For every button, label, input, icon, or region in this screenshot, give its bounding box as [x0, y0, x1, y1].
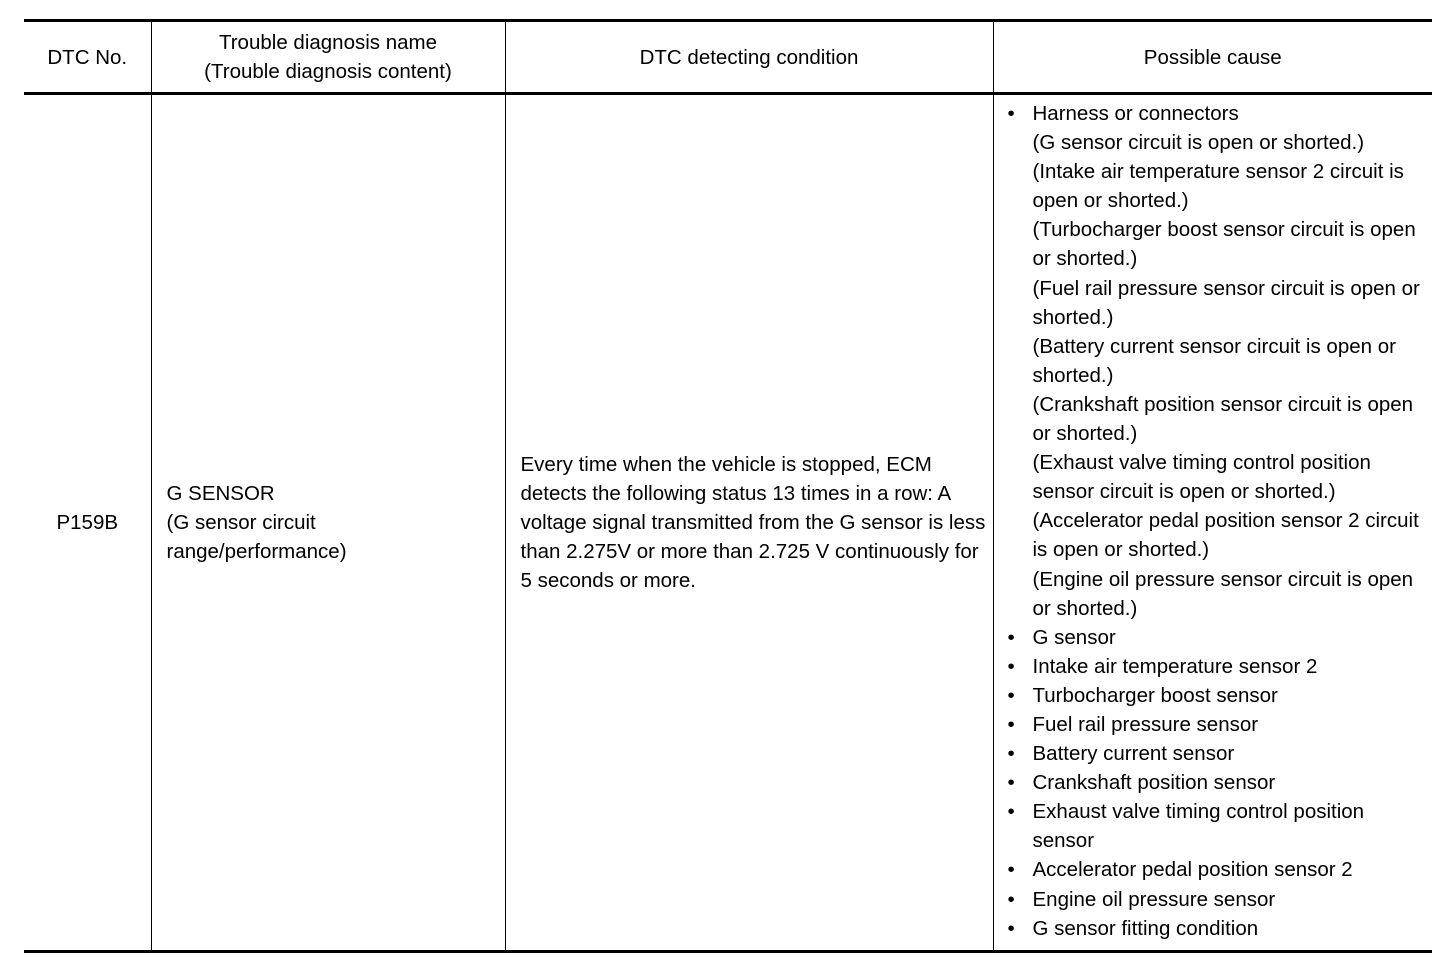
cause-item-text: G sensor fitting condition: [1032, 916, 1259, 940]
harness-detail: (Turbocharger boost sensor circuit is open or shorted.): [1032, 218, 1416, 271]
cause-item-text: Accelerator pedal position sensor 2: [1032, 858, 1353, 882]
list-item: [1004, 914, 1429, 943]
header-dtc-no: DTC No.: [47, 45, 128, 69]
bullet-icon: •: [1007, 102, 1015, 125]
list-item: [1004, 681, 1429, 710]
dtc-code: P159B: [56, 510, 119, 534]
harness-detail: (G sensor circuit is open or shorted.): [1032, 131, 1365, 155]
bullet-icon: •: [1007, 712, 1015, 736]
dtc-table: [24, 19, 1432, 953]
bullet-icon: •: [1007, 742, 1015, 766]
table-header-row: [24, 21, 1432, 94]
header-name-line1: Trouble diagnosis name: [218, 31, 438, 54]
header-name-line2: (Trouble diagnosis content): [204, 60, 452, 83]
harness-detail: (Intake air temperature sensor 2 circuit is open or shorted.): [1032, 160, 1404, 213]
cause-item-text: Crankshaft position sensor: [1032, 771, 1276, 795]
table-row: [24, 94, 1432, 952]
cause-list: [1004, 99, 1429, 943]
cause-item-text: Turbocharger boost sensor: [1032, 683, 1278, 707]
bullet-icon: •: [1007, 858, 1015, 882]
cause-item-text: G sensor: [1032, 625, 1116, 649]
header-possible-cause: Possible cause: [993, 21, 1432, 94]
list-item: [1004, 623, 1429, 652]
diagnosis-title: G SENSOR: [166, 481, 275, 505]
cause-item-text: Fuel rail pressure sensor: [1032, 712, 1259, 736]
cause-item-text: Exhaust valve timing control position sensor: [1032, 800, 1365, 853]
bullet-icon: •: [1007, 654, 1015, 678]
list-item: [1004, 710, 1429, 739]
detecting-condition: Every time when the vehicle is stopped, ECM detects the following status 13 times in a row: A voltage signal transmitted from the G sensor is less than 2.275V or more than 2.725 V continuously for 5 seconds or more.: [505, 94, 993, 952]
harness-detail: (Fuel rail pressure sensor circuit is open or shorted.): [1032, 276, 1420, 329]
harness-detail: (Crankshaft position sensor circuit is open or shorted.): [1032, 392, 1414, 446]
list-item: [1004, 768, 1429, 797]
cause-item-text: Battery current sensor: [1032, 742, 1235, 766]
bullet-icon: •: [1007, 887, 1015, 911]
bullet-icon: •: [1007, 625, 1015, 649]
harness-detail: (Engine oil pressure sensor circuit is open or shorted.): [1032, 567, 1414, 620]
harness-detail: (Accelerator pedal position sensor 2 circuit is open or shorted.): [1032, 509, 1419, 562]
cause-item-text: Intake air temperature sensor 2: [1032, 654, 1318, 678]
bullet-icon: •: [1007, 683, 1015, 707]
cause-item-text: Engine oil pressure sensor: [1032, 887, 1276, 911]
bullet-icon: •: [1007, 771, 1015, 795]
diagnosis-content: (G sensor circuit range/performance): [166, 510, 347, 564]
bullet-icon: •: [1007, 916, 1015, 940]
harness-detail: (Battery current sensor circuit is open or shorted.): [1032, 334, 1396, 387]
possible-cause: [993, 94, 1432, 952]
list-item: [1004, 885, 1429, 914]
list-item: [1004, 739, 1429, 768]
trouble-diagnosis-name: [151, 94, 505, 952]
header-detecting-condition: DTC detecting condition: [505, 21, 993, 94]
list-item: [1004, 797, 1429, 855]
cause-harness-label: Harness or connectors: [1032, 102, 1239, 125]
list-item: [1004, 652, 1429, 681]
bullet-icon: •: [1007, 800, 1015, 824]
harness-detail: (Exhaust valve timing control position sensor circuit is open or shorted.): [1032, 451, 1371, 504]
header-trouble-diagnosis-name: [151, 21, 505, 94]
list-item: [1004, 855, 1429, 884]
cause-item-harness: [1004, 99, 1429, 623]
